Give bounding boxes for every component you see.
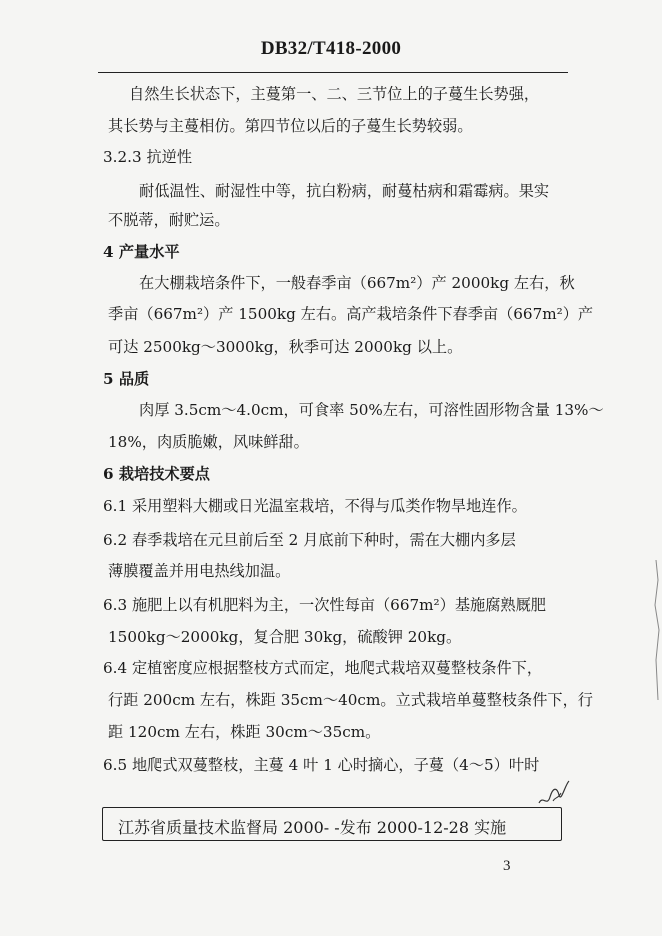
clause-line: 6.3 施肥上以有机肥料为主，一次性每亩（667m²）基施腐熟厩肥 [103,596,546,614]
section-heading: 5 品质 [103,370,150,388]
scan-edge-mark-icon [646,560,662,700]
header-rule [98,72,568,73]
body-line: 自然生长状态下，主蔓第一、二、三节位上的子蔓生长势强， [129,85,540,103]
body-line: 行距 200cm 左右，株距 35cm～40cm。立式栽培单蔓整枝条件下，行 [108,691,593,709]
body-line: 薄膜覆盖并用电热线加温。 [108,562,291,580]
clause-line: 6.5 地爬式双蔓整枝，主蔓 4 叶 1 心时摘心，子蔓（4～5）叶时 [103,756,540,774]
clause-line: 6.4 定植密度应根据整枝方式而定，地爬式栽培双蔓整枝条件下， [103,659,543,677]
body-line: 1500kg～2000kg，复合肥 30kg，硫酸钾 20kg。 [108,628,462,646]
clause-line: 6.2 春季栽培在元旦前后至 2 月底前下种时，需在大棚内多层 [103,531,516,549]
body-line: 肉厚 3.5cm～4.0cm，可食率 50%左右，可溶性固形物含量 13%～ [139,401,604,419]
section-heading: 6 栽培技术要点 [103,465,210,483]
body-line: 耐低温性、耐湿性中等，抗白粉病，耐蔓枯病和霜霉病。果实 [139,182,550,200]
body-line: 不脱蒂，耐贮运。 [108,211,230,229]
body-line: 季亩（667m²）产 1500kg 左右。高产栽培条件下春季亩（667m²）产 [108,305,594,323]
body-line: 其长势与主蔓相仿。第四节位以后的子蔓生长势较弱。 [108,117,473,135]
subsection-heading: 3.2.3 抗逆性 [103,148,193,166]
body-line: 可达 2500kg～3000kg，秋季可达 2000kg 以上。 [108,338,463,356]
body-line: 在大棚栽培条件下，一般春季亩（667m²）产 2000kg 左右，秋 [139,274,575,292]
page-number: 3 [503,858,511,874]
handwritten-mark-icon [535,777,573,809]
footer-issuer-dates: 江苏省质量技术监督局 2000- -发布 2000-12-28 实施 [118,818,507,837]
body-line: 距 120cm 左右，株距 30cm～35cm。 [108,723,381,741]
clause-line: 6.1 采用塑料大棚或日光温室栽培，不得与瓜类作物旱地连作。 [103,497,527,515]
section-heading: 4 产量水平 [103,243,180,261]
standard-code-header: DB32/T418-2000 [260,38,402,59]
body-line: 18%，肉质脆嫩，风味鲜甜。 [108,433,309,451]
